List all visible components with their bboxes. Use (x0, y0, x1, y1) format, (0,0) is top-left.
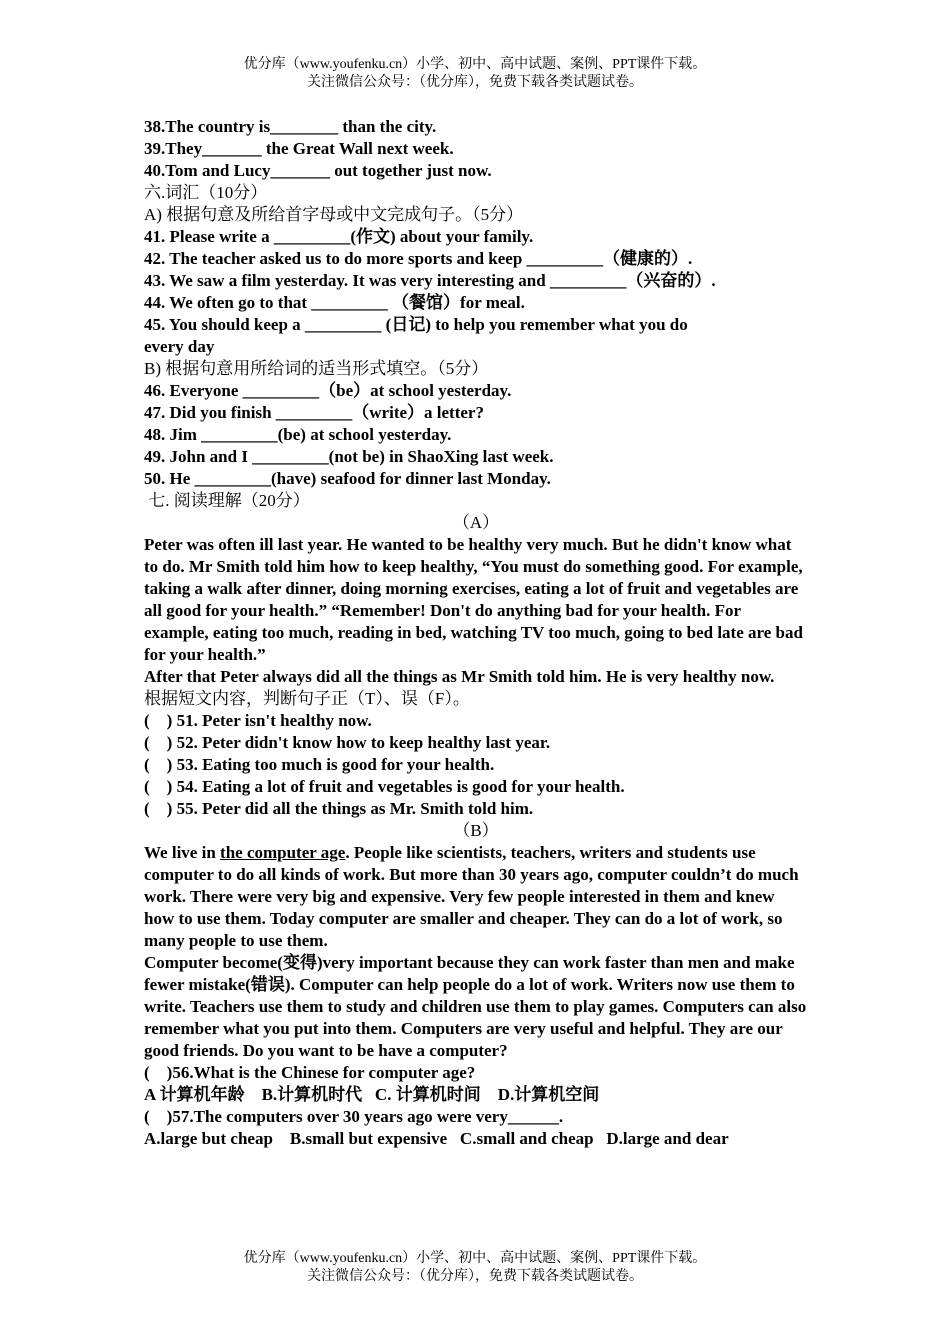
question-39: 39.They_______ the Great Wall next week. (144, 139, 454, 158)
question-45-line-1: 45. You should keep a _________ (日记) to help you remember what you do (144, 315, 688, 334)
question-54: ( ) 54. Eating a lot of fruit and vegetables is good for your health. (144, 777, 625, 796)
passage-b-label: （B） (453, 821, 499, 840)
question-40: 40.Tom and Lucy_______ out together just now. (144, 161, 492, 180)
question-56: ( )56.What is the Chinese for computer age? (144, 1063, 476, 1082)
question-52: ( ) 52. Peter didn't know how to keep healthy last year. (144, 733, 551, 752)
question-41: 41. Please write a _________(作文) about your family. (144, 227, 534, 246)
passage-a-label: （A） (452, 513, 500, 532)
question-55: ( ) 55. Peter did all the things as Mr. Smith told him. (144, 799, 534, 818)
question-44: 44. We often go to that _________ （餐馆）for meal. (144, 293, 525, 312)
question-49: 49. John and I _________(not be) in ShaoXing last week. (144, 447, 554, 466)
page-footer (0, 1250, 950, 1286)
footer-line-2: 关注微信公众号：（优分库），免费下载各类试题试卷。 (307, 1269, 643, 1284)
section-6a-instruction: A) 根据句意及所给首字母或中文完成句子。（5分） (144, 205, 524, 224)
exam-content (144, 116, 808, 1150)
header-line-1: 优分库（www.youfenku.cn）小学、初中、高中试题、案例、PPT课件下载。 (243, 57, 707, 72)
question-46: 46. Everyone _________（be）at school yesterday. (144, 381, 512, 400)
question-50: 50. He _________(have) seafood for dinner last Monday. (144, 469, 551, 488)
question-57-options: A.large but cheap B.small but expensive C.small and cheap D.large and dear (144, 1129, 729, 1148)
page-header (0, 56, 950, 92)
footer-line-1: 优分库（www.youfenku.cn）小学、初中、高中试题、案例、PPT课件下载。 (243, 1251, 707, 1266)
question-56-options: A 计算机年龄 B.计算机时代 C. 计算机时间 D.计算机空间 (144, 1085, 600, 1104)
section-6-heading: 六.词汇（10分） (144, 183, 268, 202)
question-42: 42. The teacher asked us to do more sports and keep _________（健康的）. (144, 249, 693, 268)
passage-a-paragraph-1: Peter was often ill last year. He wanted to be healthy very much. But he didn't know what to do. Mr Smith told him how to keep healthy, “You must do something good. For example, taking a walk after dinner, doing morning exercises, eating a lot of fruit and vegetables are all good for your health.” “Remember! Don't do anything bad for your health. For example, eating too much, reading in bed, watching TV too much, going to bed late are bad for your health.” (144, 535, 803, 664)
passage-b-intro: We live in (144, 843, 221, 862)
question-38: 38.The country is________ than the city. (144, 117, 437, 136)
passage-b-rest: . People like scientists, teachers, writers and students use computer to do all kinds of work. But more than 30 years ago, computer couldn’t do much work. There were very big and expensive. Very few people interested in them and knew how to use them. Today computer are smaller and cheaper. They can do a lot of work, so many people to use them. (144, 843, 799, 950)
question-43: 43. We saw a film yesterday. It was very interesting and _________（兴奋的）. (144, 271, 716, 290)
section-7-heading: 七. 阅读理解（20分） (144, 491, 310, 510)
computer-age-underlined: the computer age (220, 843, 346, 862)
question-47: 47. Did you finish _________（write）a letter? (144, 403, 484, 422)
passage-b-paragraph-1 (144, 842, 808, 952)
question-45-line-2: every day (144, 337, 215, 356)
section-6b-instruction: B) 根据句意用所给词的适当形式填空。（5分） (144, 359, 489, 378)
question-48: 48. Jim _________(be) at school yesterday. (144, 425, 452, 444)
question-57: ( )57.The computers over 30 years ago were very______. (144, 1107, 564, 1126)
header-line-2: 关注微信公众号：（优分库），免费下载各类试题试卷。 (307, 75, 643, 90)
passage-b-paragraph-2: Computer become(变得)very important because they can work faster than men and make fewer mistake(错误). Computer can help people do a lot of work. Writers now use them to write. Teachers use them to study and children use them to play games. Computers can also remember what you put into them. Computers are very useful and helpful. They are our good friends. Do you want to be have a computer? (144, 953, 807, 1060)
passage-a-paragraph-2: After that Peter always did all the things as Mr Smith told him. He is very healthy now. (144, 667, 775, 686)
question-53: ( ) 53. Eating too much is good for your health. (144, 755, 495, 774)
true-false-instruction: 根据短文内容，判断句子正（T）、误（F）。 (144, 689, 470, 708)
question-51: ( ) 51. Peter isn't healthy now. (144, 711, 372, 730)
